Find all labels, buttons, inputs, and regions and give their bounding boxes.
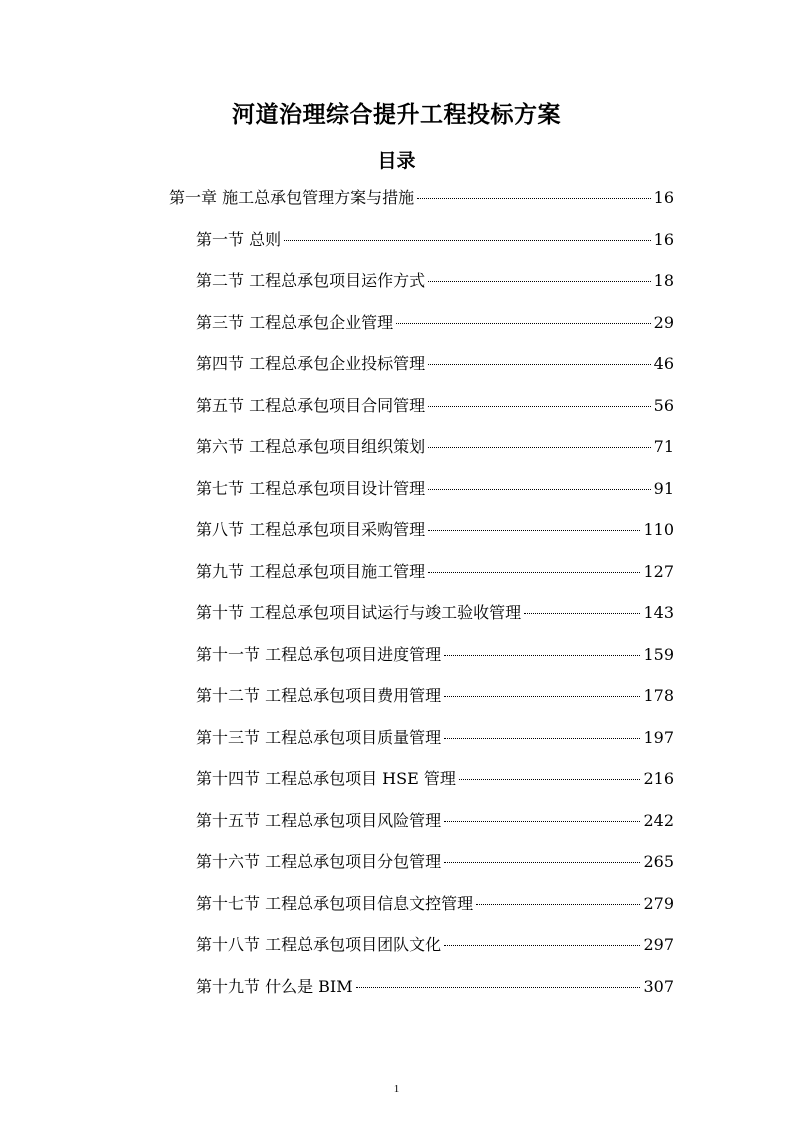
toc-entry-page: 18 — [653, 271, 674, 290]
toc-section-entry[interactable] — [196, 227, 674, 253]
toc-entry-label: 第十四节 工程总承包项目 HSE 管理 — [196, 769, 456, 788]
toc-entry-label: 第一节 总则 — [196, 229, 282, 249]
toc-entry-page: 91 — [653, 478, 674, 498]
toc-dot-leader — [444, 820, 640, 822]
toc-entry-page: 159 — [643, 644, 674, 664]
toc-section-entry[interactable] — [196, 849, 674, 875]
toc-dot-leader — [356, 986, 641, 988]
toc-entry-page: 127 — [643, 561, 674, 581]
toc-entry-label: 第四节 工程总承包企业投标管理 — [196, 354, 426, 373]
toc-entry-label: 第一章 施工总承包管理方案与措施 — [169, 188, 415, 207]
toc-section-entry[interactable] — [196, 517, 674, 543]
toc-entry-page: 143 — [643, 603, 674, 622]
toc-dot-leader — [284, 239, 651, 241]
toc-entry-label: 第十五节 工程总承包项目风险管理 — [196, 810, 442, 830]
toc-entry-page: 56 — [653, 395, 674, 415]
toc-entry-page: 279 — [643, 893, 674, 913]
toc-entry-page: 297 — [643, 935, 674, 954]
toc-dot-leader — [444, 944, 640, 946]
toc-entry-label: 第十三节 工程总承包项目质量管理 — [196, 727, 442, 747]
toc-section-entry[interactable] — [196, 974, 674, 1000]
toc-dot-leader — [428, 446, 651, 448]
toc-entry-label: 第十二节 工程总承包项目费用管理 — [196, 686, 442, 705]
toc-section-entry[interactable] — [196, 808, 674, 834]
toc-section-entry[interactable] — [196, 351, 674, 377]
toc-dot-leader — [444, 861, 640, 863]
toc-section-entry[interactable] — [196, 310, 674, 336]
toc-entry-page: 216 — [643, 769, 674, 788]
toc-dot-leader — [428, 363, 651, 365]
toc-entry-label: 第二节 工程总承包项目运作方式 — [196, 271, 426, 290]
toc-entry-label: 第八节 工程总承包项目采购管理 — [196, 520, 426, 539]
toc-chapter-entry[interactable] — [169, 185, 674, 211]
toc-entry-label: 第十六节 工程总承包项目分包管理 — [196, 852, 442, 871]
toc-heading: 目录 — [377, 150, 416, 172]
toc-section-entry[interactable] — [196, 476, 674, 502]
toc-dot-leader — [417, 197, 651, 199]
toc-dot-leader — [444, 737, 640, 739]
toc-entry-page: 46 — [653, 354, 674, 373]
toc-entry-label: 第十七节 工程总承包项目信息文控管理 — [196, 893, 474, 913]
toc-entry-label: 第十九节 什么是 BIM — [196, 976, 353, 996]
toc-section-entry[interactable] — [196, 434, 674, 460]
toc-dot-leader — [428, 571, 640, 573]
toc-dot-leader — [428, 280, 651, 282]
toc-dot-leader — [524, 612, 640, 614]
toc-entry-label: 第十节 工程总承包项目试运行与竣工验收管理 — [196, 603, 522, 622]
toc-entry-label: 第六节 工程总承包项目组织策划 — [196, 437, 426, 456]
toc-section-entry[interactable] — [196, 891, 674, 917]
toc-entry-label: 第十八节 工程总承包项目团队文化 — [196, 935, 442, 954]
toc-dot-leader — [396, 322, 651, 324]
toc-entry-page: 16 — [653, 229, 674, 249]
toc-dot-leader — [444, 654, 640, 656]
toc-section-entry[interactable] — [196, 642, 674, 668]
toc-section-entry[interactable] — [196, 559, 674, 585]
toc-entry-page: 197 — [643, 727, 674, 747]
toc-entry-page: 265 — [643, 852, 674, 871]
toc-dot-leader — [428, 529, 640, 531]
toc-entry-label: 第九节 工程总承包项目施工管理 — [196, 561, 426, 581]
toc-entry-page: 242 — [643, 810, 674, 830]
toc-entry-label: 第七节 工程总承包项目设计管理 — [196, 478, 426, 498]
toc-entry-label: 第十一节 工程总承包项目进度管理 — [196, 644, 442, 664]
toc-entry-page: 178 — [643, 686, 674, 705]
toc-section-entry[interactable] — [196, 393, 674, 419]
toc-entry-label: 第五节 工程总承包项目合同管理 — [196, 395, 426, 415]
toc-section-entry[interactable] — [196, 683, 674, 709]
page-number: 1 — [393, 1083, 400, 1095]
toc-section-entry[interactable] — [196, 725, 674, 751]
toc-entry-page: 29 — [653, 312, 674, 332]
toc-dot-leader — [428, 488, 651, 490]
toc-dot-leader — [444, 695, 640, 697]
toc-entry-label: 第三节 工程总承包企业管理 — [196, 312, 394, 332]
toc-section-entry[interactable] — [196, 932, 674, 958]
toc-section-entry[interactable] — [196, 600, 674, 626]
toc-dot-leader — [459, 778, 641, 780]
toc-dot-leader — [428, 405, 651, 407]
toc-entry-page: 307 — [643, 976, 674, 996]
document-title: 河道治理综合提升工程投标方案 — [232, 102, 561, 128]
toc-entry-page: 71 — [653, 437, 674, 456]
toc-section-entry[interactable] — [196, 766, 674, 792]
toc-dot-leader — [476, 903, 640, 905]
toc-entry-page: 110 — [643, 520, 674, 539]
toc-section-entry[interactable] — [196, 268, 674, 294]
toc-entry-page: 16 — [653, 188, 674, 207]
